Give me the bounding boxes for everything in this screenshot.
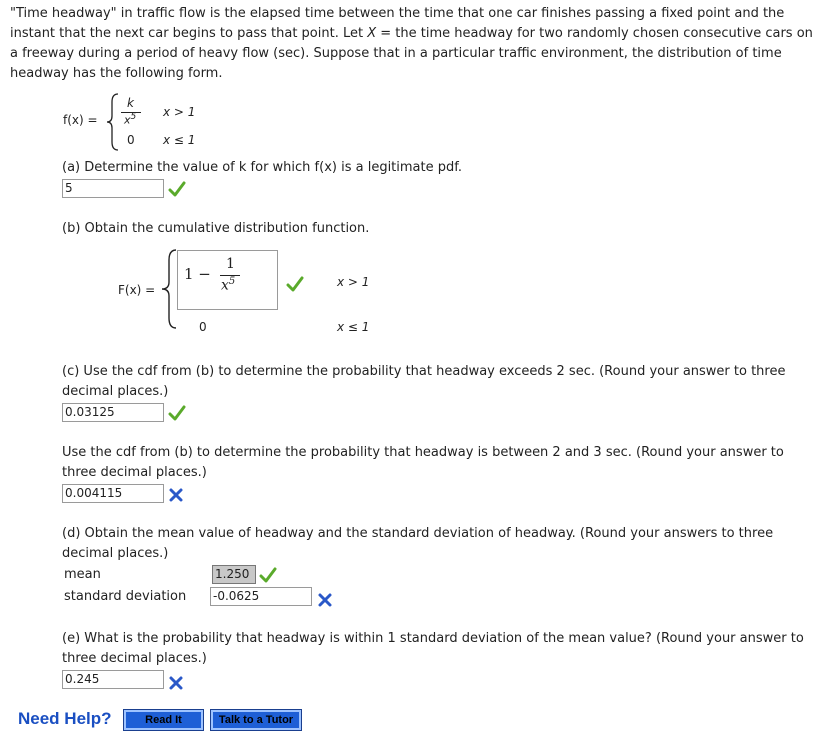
cross-icon (317, 592, 333, 608)
part-c-question: (c) Use the cdf from (b) to determine the probability that headway exceeds 2 sec. (Round your answer to three decimal places.) (62, 364, 786, 399)
pdf-lhs: f(x) = (63, 113, 98, 127)
part-c2-answer-field[interactable]: 0.004115 (62, 484, 164, 503)
pdf-value-2: 0 (127, 133, 135, 147)
check-icon (286, 276, 304, 292)
need-help-label: Need Help? (18, 709, 112, 728)
pdf-condition-2: x ≤ 1 (163, 133, 196, 147)
cdf-value-2: 0 (199, 320, 207, 334)
cdf-answer-denominator: $x^5$ (221, 276, 236, 294)
problem-intro: "Time headway" in traffic flow is the elapsed time between the time that one car finishes passing a fixed point and the instant that the next car begins to pass that point. Let X = the time headway for two randomly chosen consecutive cars on a freeway during a period of heavy flow (sec). Suppose that in a particular traffic environment, the distribution of time headway has the following form. (10, 6, 813, 81)
part-c2-question: Use the cdf from (b) to determine the probability that headway is between 2 and 3 sec. (Round your answer to three decimal places.) (62, 445, 784, 480)
part-a-answer-field[interactable]: 5 (62, 179, 164, 198)
cross-icon (168, 675, 184, 691)
part-a-question: (a) Determine the value of k for which f(x) is a legitimate pdf. (62, 160, 463, 175)
check-icon (168, 181, 186, 197)
sd-label: standard deviation (64, 589, 187, 604)
talk-to-tutor-button[interactable]: Talk to a Tutor (211, 710, 301, 730)
mean-answer-field[interactable]: 1.250 (212, 565, 256, 584)
pdf-denominator: $x^5$ (124, 112, 137, 127)
cdf-answer-one: 1 − (184, 265, 211, 283)
pdf-condition-1: x > 1 (163, 105, 196, 119)
check-icon (168, 405, 186, 421)
check-icon (259, 567, 277, 583)
pdf-brace (106, 92, 120, 152)
cross-icon (168, 487, 184, 503)
part-e-question: (e) What is the probability that headway is within 1 standard deviation of the mean value? (Round your answer to three decimal places.) (62, 631, 804, 666)
pdf-numerator: k (127, 96, 134, 110)
cdf-lhs: F(x) = (118, 283, 156, 297)
mean-label: mean (64, 567, 101, 582)
part-e-answer-field[interactable]: 0.245 (62, 670, 164, 689)
cdf-condition-1: x > 1 (337, 275, 370, 289)
part-c-answer-field[interactable]: 0.03125 (62, 403, 164, 422)
part-b-question: (b) Obtain the cumulative distribution function. (62, 221, 370, 236)
cdf-brace (160, 248, 178, 330)
cdf-answer-numerator: 1 (226, 256, 235, 272)
read-it-button[interactable]: Read It (124, 710, 203, 730)
sd-answer-field[interactable]: -0.0625 (210, 587, 312, 606)
part-d-question: (d) Obtain the mean value of headway and the standard deviation of headway. (Round your answers to three decimal places.) (62, 526, 774, 561)
cdf-condition-2: x ≤ 1 (337, 320, 370, 334)
